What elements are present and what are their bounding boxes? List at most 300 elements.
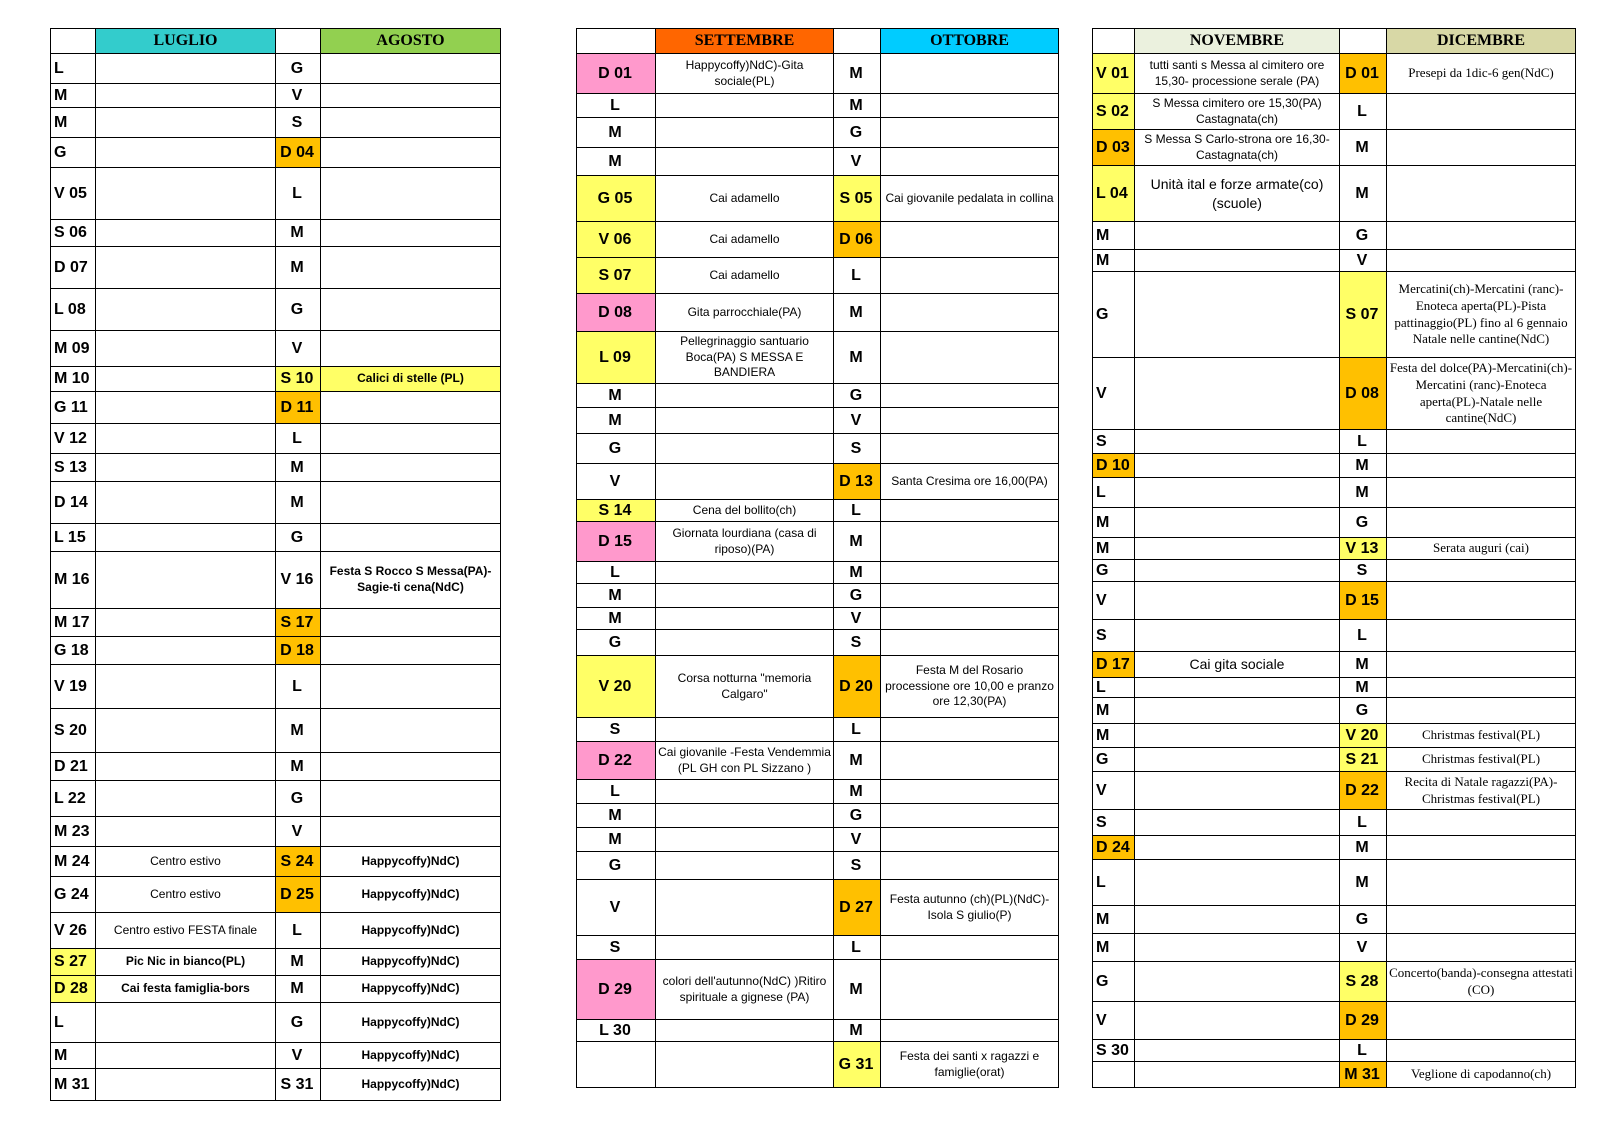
calendar-row [1093, 678, 1576, 698]
day-label: V 26 [51, 913, 96, 949]
day-label: M 24 [51, 847, 96, 877]
event-text: colori dell'autunno(NdC) )Ritiro spirituale a gignese (PA) [656, 960, 834, 1020]
event-text [96, 54, 276, 84]
day-label: M [1340, 478, 1387, 508]
event-text: Pic Nic in bianco(PL) [96, 949, 276, 976]
day-label [1093, 1062, 1135, 1088]
day-label: L [51, 54, 96, 84]
day-label: L 22 [51, 781, 96, 817]
day-label: L [577, 94, 656, 118]
day-label: M [1340, 860, 1387, 906]
calendar-row [577, 408, 1059, 434]
day-label: M [276, 482, 321, 524]
calendar-row [1093, 430, 1576, 454]
day-label: S 13 [51, 454, 96, 482]
calendar-row [1093, 582, 1576, 620]
event-text [881, 384, 1059, 408]
event-text [1387, 560, 1576, 582]
calendar-row [1093, 358, 1576, 430]
day-label: S [1093, 620, 1135, 652]
day-label: D 17 [1093, 652, 1135, 678]
event-text [321, 665, 501, 709]
calendar-row [577, 656, 1059, 718]
day-label: D 11 [276, 392, 321, 424]
day-label: L [1093, 860, 1135, 906]
day-label: M [276, 976, 321, 1003]
event-text: Happycoffy)NdC) [321, 877, 501, 913]
day-label: S 31 [276, 1069, 321, 1101]
event-text [881, 54, 1059, 94]
calendar-row [577, 718, 1059, 742]
calendar-row [51, 84, 501, 108]
calendar-row [51, 976, 501, 1003]
event-text: Festa autunno (ch)(PL)(NdC)-Isola S giulio(P) [881, 880, 1059, 936]
event-text [1135, 582, 1340, 620]
event-text: Serata auguri (cai) [1387, 538, 1576, 560]
event-text [656, 880, 834, 936]
event-text [656, 936, 834, 960]
event-text: Cai adamello [656, 222, 834, 258]
month-title: SETTEMBRE [656, 29, 834, 54]
calendar-row [1093, 724, 1576, 748]
calendar-row [51, 54, 501, 84]
calendar-row [1093, 560, 1576, 582]
event-text: Recita di Natale ragazzi(PA)-Christmas festival(PL) [1387, 772, 1576, 810]
event-text [1135, 860, 1340, 906]
event-text [1387, 810, 1576, 836]
event-text: S Messa S Carlo-strona ore 16,30- Castagnata(ch) [1135, 130, 1340, 166]
day-label: V [834, 828, 881, 852]
event-text [881, 408, 1059, 434]
day-label: D 18 [276, 637, 321, 665]
day-label: M [1340, 678, 1387, 698]
day-label: S 30 [1093, 1040, 1135, 1062]
event-text: Giornata lourdiana (casa di riposo)(PA) [656, 522, 834, 562]
event-text [656, 118, 834, 148]
event-text [656, 804, 834, 828]
calendar-row [577, 1042, 1059, 1088]
event-text: Cai giovanile -Festa Vendemmia (PL GH con PL Sizzano ) [656, 742, 834, 780]
event-text [1387, 1040, 1576, 1062]
event-text: Mercatini(ch)-Mercatini (ranc)-Enoteca aperta(PL)-Pista pattinaggio(PL) fino al 6 gennaio Natale nelle cantine(NdC) [1387, 272, 1576, 358]
event-text [1135, 478, 1340, 508]
day-label: G 31 [834, 1042, 881, 1088]
day-label: G [276, 781, 321, 817]
event-text [96, 524, 276, 552]
event-text [1135, 772, 1340, 810]
day-label: V [276, 817, 321, 847]
event-text: Cai adamello [656, 258, 834, 294]
event-text: Centro estivo [96, 877, 276, 913]
calendar-row [1093, 906, 1576, 934]
day-label: S 10 [276, 367, 321, 392]
day-label: L 09 [577, 332, 656, 384]
day-label: M [276, 949, 321, 976]
calendar-row [51, 709, 501, 753]
event-text [1387, 906, 1576, 934]
event-text [656, 384, 834, 408]
day-label: M 23 [51, 817, 96, 847]
event-text: Happycoffy)NdC) [321, 1069, 501, 1101]
calendar-row [1093, 538, 1576, 560]
event-text [656, 1042, 834, 1088]
event-text: Pellegrinaggio santuario Boca(PA) S MESSA E BANDIERA [656, 332, 834, 384]
month-title: AGOSTO [321, 29, 501, 54]
day-label: M [276, 247, 321, 289]
calendar-row [51, 108, 501, 138]
day-label: G [834, 804, 881, 828]
calendar-row [51, 753, 501, 781]
event-text [1135, 678, 1340, 698]
day-label: D 01 [577, 54, 656, 94]
event-text [1135, 1002, 1340, 1040]
event-text [96, 709, 276, 753]
event-text [656, 852, 834, 880]
calendar-row [51, 220, 501, 247]
day-label: D 21 [51, 753, 96, 781]
day-label: G [276, 54, 321, 84]
day-label: M [1093, 508, 1135, 538]
calendar-row [51, 665, 501, 709]
event-text [1135, 724, 1340, 748]
event-text [1135, 962, 1340, 1002]
day-label: G 18 [51, 637, 96, 665]
event-text [96, 424, 276, 454]
month-title: NOVEMBRE [1135, 29, 1340, 54]
day-label: V [577, 880, 656, 936]
day-label: V [834, 148, 881, 176]
day-label: M [276, 709, 321, 753]
month-header-row [1093, 29, 1576, 54]
event-text [321, 753, 501, 781]
day-label: L 30 [577, 1020, 656, 1042]
day-label: L 04 [1093, 166, 1135, 222]
header-blank [834, 29, 881, 54]
calendar-row [51, 454, 501, 482]
event-text [1387, 222, 1576, 250]
day-label: G [1340, 698, 1387, 724]
month-title: LUGLIO [96, 29, 276, 54]
event-text [881, 960, 1059, 1020]
event-text [321, 289, 501, 331]
calendar-row [51, 367, 501, 392]
event-text [881, 222, 1059, 258]
event-text: Veglione di capodanno(ch) [1387, 1062, 1576, 1088]
day-label: G [834, 384, 881, 408]
day-label: D 08 [1340, 358, 1387, 430]
event-text [881, 148, 1059, 176]
day-label: L [276, 168, 321, 220]
day-label: V 20 [1340, 724, 1387, 748]
calendar-row [51, 847, 501, 877]
day-label: L [834, 718, 881, 742]
day-label: M [834, 294, 881, 332]
day-label: S [577, 936, 656, 960]
calendar-panel-novembre-dicembre [1092, 28, 1576, 1088]
calendar-row [577, 500, 1059, 522]
day-label: L [276, 665, 321, 709]
header-blank [1340, 29, 1387, 54]
event-text: Happycoffy)NdC)-Gita sociale(PL) [656, 54, 834, 94]
event-text [96, 220, 276, 247]
day-label: G [276, 524, 321, 552]
event-text: Christmas festival(PL) [1387, 724, 1576, 748]
event-text [321, 781, 501, 817]
day-label: M [1093, 724, 1135, 748]
calendar-row [51, 609, 501, 637]
calendar-row [577, 522, 1059, 562]
calendar-row [577, 118, 1059, 148]
day-label: M [834, 54, 881, 94]
event-text [881, 852, 1059, 880]
event-text [96, 482, 276, 524]
event-text [321, 84, 501, 108]
event-text [656, 1020, 834, 1042]
day-label: L [1340, 1040, 1387, 1062]
event-text [1387, 94, 1576, 130]
day-label: S [834, 852, 881, 880]
calendar-row [577, 294, 1059, 332]
event-text [656, 562, 834, 584]
event-text: Unità ital e forze armate(co)(scuole) [1135, 166, 1340, 222]
calendar-panel-luglio-agosto [50, 28, 501, 1101]
event-text: Cai festa famiglia-bors [96, 976, 276, 1003]
day-label: L 15 [51, 524, 96, 552]
event-text [881, 718, 1059, 742]
calendar-row [51, 331, 501, 367]
calendar-row [51, 289, 501, 331]
event-text: Festa del dolce(PA)-Mercatini(ch)-Mercatini (ranc)-Enoteca aperta(PL)-Natale nelle cantine(NdC) [1387, 358, 1576, 430]
day-label: V [834, 408, 881, 434]
day-label: M [1340, 652, 1387, 678]
calendar-row [1093, 772, 1576, 810]
day-label: M [1093, 906, 1135, 934]
calendar-row [577, 630, 1059, 656]
day-label: G [577, 852, 656, 880]
event-text: tutti santi s Messa al cimitero ore 15,30- processione serale (PA) [1135, 54, 1340, 94]
calendar-row [51, 552, 501, 609]
calendar-row [577, 332, 1059, 384]
day-label: L [834, 258, 881, 294]
day-label: M [834, 780, 881, 804]
event-text [1135, 358, 1340, 430]
event-text: Gita parrocchiale(PA) [656, 294, 834, 332]
event-text [656, 630, 834, 656]
day-label: S 28 [1340, 962, 1387, 1002]
day-label: G [577, 434, 656, 464]
event-text: Festa S Rocco S Messa(PA)-Sagie-ti cena(NdC) [321, 552, 501, 609]
calendar-row [577, 258, 1059, 294]
day-label: M [1340, 130, 1387, 166]
event-text: Cai giovanile pedalata in collina [881, 176, 1059, 222]
calendar-row [51, 482, 501, 524]
day-label: M [1093, 250, 1135, 272]
calendar-row [1093, 698, 1576, 724]
day-label: D 06 [834, 222, 881, 258]
calendar-row [1093, 54, 1576, 94]
event-text [1387, 508, 1576, 538]
day-label: S 17 [276, 609, 321, 637]
calendar-row [1093, 1040, 1576, 1062]
event-text [1387, 582, 1576, 620]
day-label: G 24 [51, 877, 96, 913]
event-text [1387, 454, 1576, 478]
event-text [1135, 620, 1340, 652]
event-text [656, 148, 834, 176]
event-text [1387, 836, 1576, 860]
event-text [96, 1069, 276, 1101]
calendar-row [51, 138, 501, 168]
calendar-row [1093, 478, 1576, 508]
day-label: S [577, 718, 656, 742]
calendar-row [1093, 652, 1576, 678]
calendar-row [51, 392, 501, 424]
calendar-row [51, 168, 501, 220]
event-text [656, 464, 834, 500]
event-text [321, 54, 501, 84]
event-text [96, 168, 276, 220]
event-text: Happycoffy)NdC) [321, 847, 501, 877]
calendar-row [1093, 166, 1576, 222]
event-text: Happycoffy)NdC) [321, 949, 501, 976]
day-label: M [1340, 836, 1387, 860]
event-text [881, 936, 1059, 960]
event-text [1135, 272, 1340, 358]
day-label: V [577, 464, 656, 500]
day-label: S 21 [1340, 748, 1387, 772]
day-label: D 07 [51, 247, 96, 289]
calendar-row [577, 742, 1059, 780]
event-text [96, 552, 276, 609]
day-label: M [577, 828, 656, 852]
event-text [1135, 430, 1340, 454]
day-label: V 20 [577, 656, 656, 718]
event-text [321, 482, 501, 524]
header-blank [1093, 29, 1135, 54]
calendar-row [1093, 222, 1576, 250]
day-label: V [1093, 1002, 1135, 1040]
event-text: Happycoffy)NdC) [321, 913, 501, 949]
day-label: G 05 [577, 176, 656, 222]
event-text [96, 247, 276, 289]
calendar-row [577, 148, 1059, 176]
day-label: V 19 [51, 665, 96, 709]
event-text [1135, 934, 1340, 962]
event-text [656, 94, 834, 118]
day-label: V [1340, 934, 1387, 962]
calendar-row [577, 804, 1059, 828]
event-text [321, 424, 501, 454]
event-text [656, 584, 834, 608]
event-text: Presepi da 1dic-6 gen(NdC) [1387, 54, 1576, 94]
day-label: S 27 [51, 949, 96, 976]
day-label: D 24 [1093, 836, 1135, 860]
event-text [1135, 560, 1340, 582]
event-text: Concerto(banda)-consegna attestati (CO) [1387, 962, 1576, 1002]
day-label: V [1340, 250, 1387, 272]
event-text [96, 331, 276, 367]
day-label: M [577, 804, 656, 828]
calendar-row [577, 176, 1059, 222]
calendar-row [577, 434, 1059, 464]
day-label: M [276, 220, 321, 247]
day-label: G [1093, 272, 1135, 358]
day-label: S 07 [577, 258, 656, 294]
calendar-row [1093, 810, 1576, 836]
calendar-row [577, 936, 1059, 960]
event-text [881, 118, 1059, 148]
event-text [881, 332, 1059, 384]
calendar-row [51, 1043, 501, 1069]
event-text: Cai adamello [656, 176, 834, 222]
day-label: M [577, 148, 656, 176]
month-header-row [577, 29, 1059, 54]
event-text [881, 780, 1059, 804]
day-label: M [577, 384, 656, 408]
day-label: V [1093, 358, 1135, 430]
day-label: M [51, 84, 96, 108]
calendar-row [51, 1069, 501, 1101]
day-label: L [1340, 94, 1387, 130]
day-label: S [276, 108, 321, 138]
day-label: M 17 [51, 609, 96, 637]
calendar-row [51, 524, 501, 552]
event-text [1387, 130, 1576, 166]
day-label: M [1093, 538, 1135, 560]
day-label: L [1340, 430, 1387, 454]
month-header-row [51, 29, 501, 54]
day-label: M [1093, 698, 1135, 724]
day-label: V 12 [51, 424, 96, 454]
day-label: G [1340, 508, 1387, 538]
day-label: M 16 [51, 552, 96, 609]
event-text [321, 220, 501, 247]
event-text: Festa dei santi x ragazzi e famiglie(orat) [881, 1042, 1059, 1088]
day-label: M [834, 94, 881, 118]
calendar-row [51, 424, 501, 454]
event-text [1387, 698, 1576, 724]
day-label: S [834, 630, 881, 656]
event-text [1387, 478, 1576, 508]
day-label: L [276, 913, 321, 949]
calendar-row [51, 637, 501, 665]
event-text [1135, 222, 1340, 250]
day-label: M 31 [1340, 1062, 1387, 1088]
calendar-row [577, 384, 1059, 408]
event-text: Happycoffy)NdC) [321, 976, 501, 1003]
event-text [96, 367, 276, 392]
calendar-row [577, 880, 1059, 936]
event-text [1387, 430, 1576, 454]
event-text [656, 828, 834, 852]
day-label: M 31 [51, 1069, 96, 1101]
day-label: L [276, 424, 321, 454]
day-label: S [1340, 560, 1387, 582]
event-text [881, 608, 1059, 630]
calendar-row [577, 54, 1059, 94]
event-text [321, 138, 501, 168]
calendar-row [1093, 836, 1576, 860]
calendar-row [1093, 1002, 1576, 1040]
event-text [96, 781, 276, 817]
day-label: M [834, 1020, 881, 1042]
day-label: D 28 [51, 976, 96, 1003]
day-label: V [1093, 772, 1135, 810]
event-text [1387, 620, 1576, 652]
calendar-row [1093, 620, 1576, 652]
calendar-row [577, 584, 1059, 608]
day-label: V 13 [1340, 538, 1387, 560]
